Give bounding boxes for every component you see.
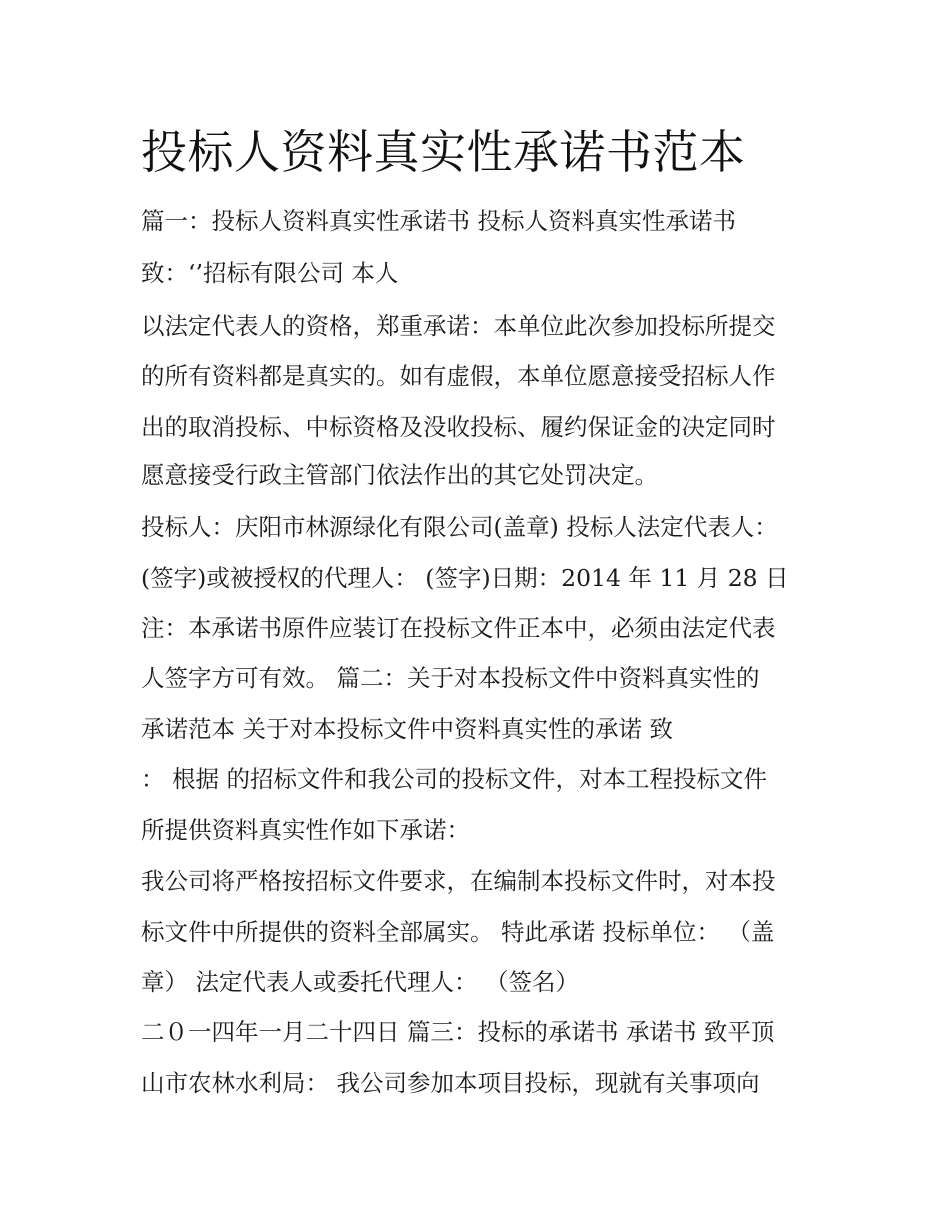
body-line-13: 所提供资料真实性作如下承诺： (141, 816, 470, 844)
body-line-15: 标文件中所提供的资料全部属实。 特此承诺 投标单位： （盖 (141, 918, 775, 946)
body-line-10: 人签字方可有效。 篇二：关于对本投标文件中资料真实性的 (141, 664, 760, 692)
body-line-18: 山市农林水利局： 我公司参加本项目投标，现就有关事项向 (141, 1069, 760, 1097)
body-line-14: 我公司将严格按招标文件要求，在编制本投标文件时，对本投 (141, 867, 776, 895)
body-line-12: ： 根据 的招标文件和我公司的投标文件，对本工程投标文件 (141, 765, 767, 793)
body-line-11: 承诺范本 关于对本投标文件中资料真实性的承诺 致 (141, 715, 673, 743)
body-line-5: 出的取消投标、中标资格及没收投标、履约保证金的决定同时 (141, 413, 776, 441)
body-line-16: 章） 法定代表人或委托代理人： （签名） (141, 968, 579, 996)
body-line-2: 致：‘’招标有限公司 本人 (141, 259, 399, 287)
body-line-7: 投标人：庆阳市林源绿化有限公司(盖章) 投标人法定代表人： (141, 513, 778, 541)
body-line-17: 二０一四年一月二十四日 篇三：投标的承诺书 承诺书 致平顶 (141, 1018, 775, 1046)
body-line-8: (签字)或被授权的代理人： (签字)日期：2014 年 11 月 28 日 (141, 564, 789, 592)
body-line-3: 以法定代表人的资格，郑重承诺：本单位此次参加投标所提交 (141, 312, 776, 340)
body-line-1: 篇一：投标人资料真实性承诺书 投标人资料真实性承诺书 (141, 207, 736, 235)
body-line-4: 的所有资料都是真实的。如有虚假，本单位愿意接受招标人作 (141, 362, 776, 390)
body-line-6: 愿意接受行政主管部门依法作出的其它处罚决定。 (141, 461, 658, 489)
body-line-9: 注：本承诺书原件应装订在投标文件正本中，必须由法定代表 (141, 614, 776, 642)
document-title: 投标人资料真实性承诺书范本 (141, 125, 746, 179)
